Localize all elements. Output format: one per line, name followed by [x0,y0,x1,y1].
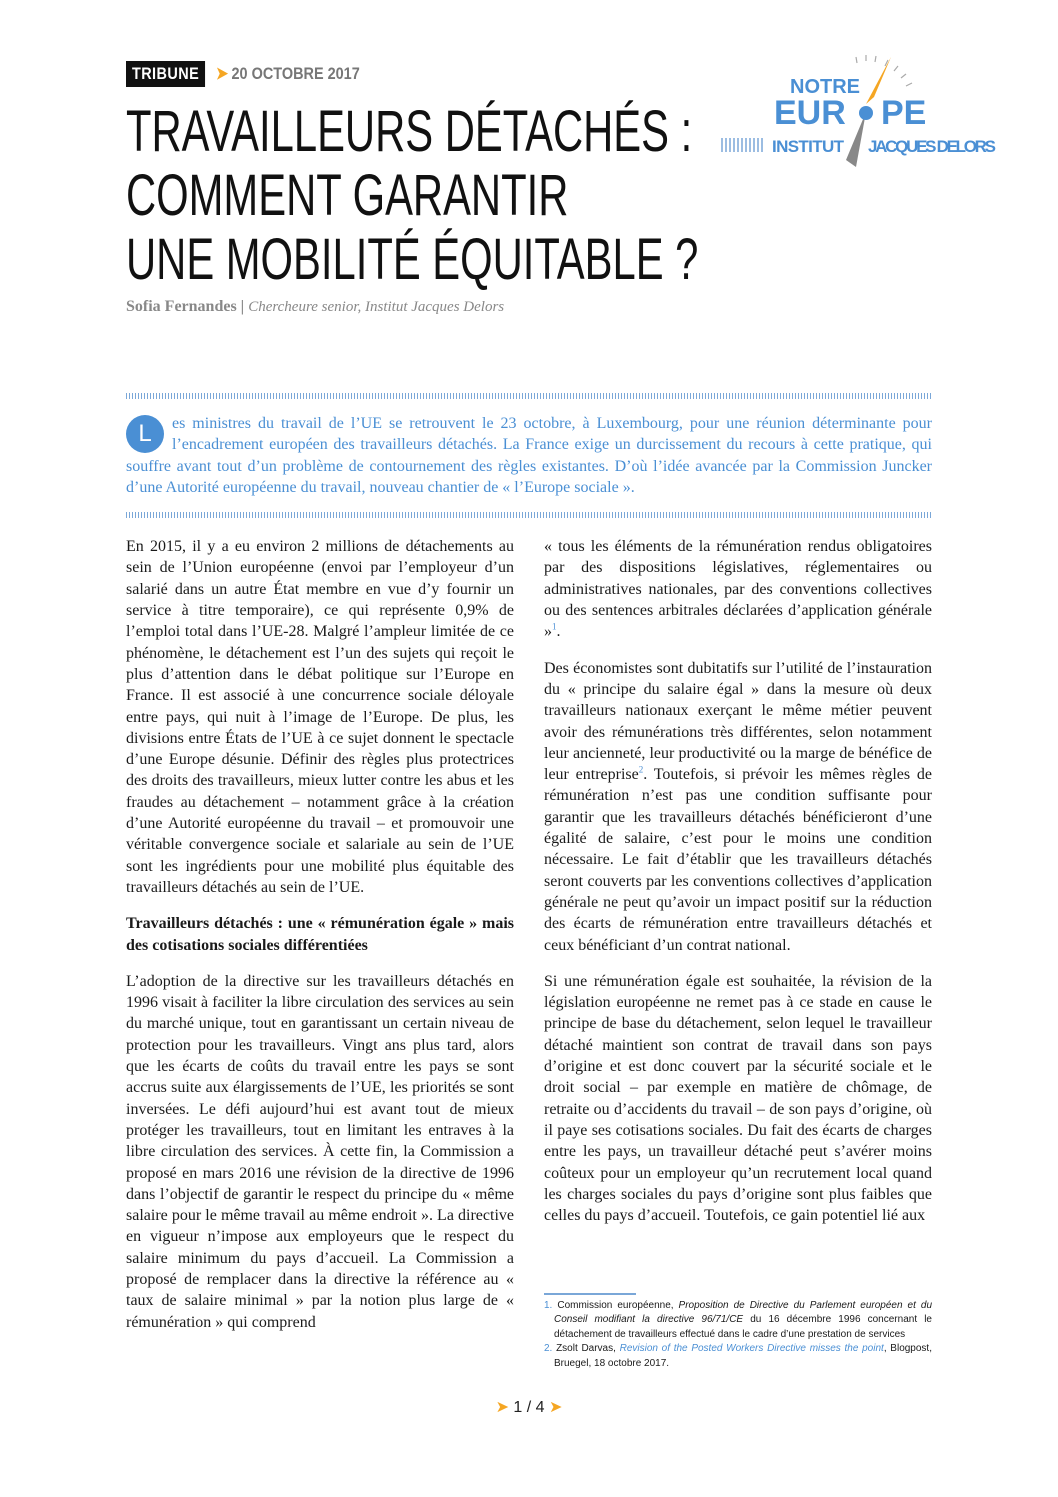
title-line: COMMENT GARANTIR [126,163,569,228]
footnote-number: 2. [544,1343,553,1355]
separator: | [240,298,245,315]
divider [126,512,932,518]
paragraph: Si une rémunération égale est souhaitée, la révision de la législation européenne ne remet pas à ce stade en cause le principe de base du détachement, selon lequel le travailleur détaché maintient son contrat de travail dans son pays d’origine et est donc couvert par la sécurité sociale et le droit social – par exemple en matière de chômage, de retraite ou d’accidents du travail – de son pays d’origine, où il paye ses cotisations sociales. Du fait des écarts de charges entre les pays, un travailleur détaché peut s’avérer moins coûteux pour un employeur qu’un recrutement local quand les charges sociales du pays d’origine sont plus faibles que celles du pays d’accueil. Toutefois, ce gain potentiel lié aux [544,972,932,1225]
dropcap: L [126,415,164,453]
text: . Toutefois, si prévoir les mêmes règles de rémunération n’est pas une condition suffisante pour garantir que les travailleurs détachés bénéficieront d’une égalité de salaire, c’est pour le moins une condition nécessaire. Le fait d’établir que les travailleurs détachés seront couverts par les conventions collectives d’application générale ne peut qu’avoir un impact positif sur la réduction des écarts de rémunération entre travailleurs détachés et ceux bénéficiant d’un contrat national. [544,766,933,954]
tribune-tag: TRIBUNE [126,61,205,87]
title-line: TRAVAILLEURS DÉTACHÉS : [126,99,693,164]
text: Des économistes sont dubitatifs sur l’utilité de l’instauration du « principe du salaire égal » dans la mesure où deux travailleurs nationaux exerçant le même métier peuvent avoir des rémunérations très différentes, selon notamment leur ancienneté, leur productivité ou la marge de bénéfice de leur entreprise [544,659,932,784]
text: Commission européenne, [557,1299,679,1311]
intro-text: es ministres du travail de l’UE se retrouvent le 23 octobre, à Luxembourg, pour une réunion déterminante pour l’encadrement européen des travailleurs détachés. La France exige un durcissement du recours à cette pratique, qui souffre avant tout d’un problème de contournement des règles existantes. D’où l’idée avancée par la Commission Juncker d’une Autorité européenne du travail, nouveau chantier de « l’Europe sociale ». [126,415,932,496]
svg-text:PE: PE [881,94,927,132]
notre-europe-logo [716,52,1006,172]
paragraph: En 2015, il y a eu environ 2 millions de détachements au sein de l’Union européenne (envoi par l’employeur d’un salarié dans un autre État membre en vue d’y fournir un service à titre temporaire), ce qui représente 0,9% de l’emploi total dans l’UE-28. Malgré l’ampleur limitée de ce phénomène, le détachement est l’un des sujets qui reçoit le plus d’attention dans le débat politique sur l’Europe en France. Il est associé à une concurrence sociale déloyale entre pays, qui nuit à l’image de l’Europe. De plus, les divisions entre États de l’UE à ce sujet donnent le spectacle d’une Europe désunie. Définir des règles plus protectrices des droits des travailleurs, mieux lutter contre les abus et les fraudes au détachement – notamment grâce à la création d’une Autorité européenne du travail – et promouvoir une véritable convergence sociale et salariale au sein de l’UE sont les ingrédients pour une mobilité plus équitable des travailleurs détachés au sein de l’UE. [126,538,514,896]
footnote-link[interactable]: Revision of the Posted Workers Directive misses the point [619,1343,884,1355]
section-heading: Travailleurs détachés : une « rémunération égale » mais des cotisations sociales différentiées [126,915,514,954]
paragraph: L’adoption de la directive sur les travailleurs détachés en 1996 visait à faciliter la libre circulation des services au sein du marché unique, tout en garantissant un certain niveau de protection pour les travailleurs. Vingt ans plus tard, alors que les écarts de coûts du travail entre les pays se sont accrus suite aux élargissements de l’UE, les priorités se sont inversées. Le défi aujourd’hui est avant tout de mieux protéger les travailleurs, tout en limitant les entraves à la libre circulation des services. À cette fin, la Commission a proposé en mars 2016 une révision de la directive de 1996 dans l’objectif de garantir le respect du principe du « même salaire pour le même travail au même endroit ». La directive en vigueur n’impose aux employeurs que le respect du salaire minimum du pays d’accueil. La Commission a proposé de remplacer dans la directive la référence au « taux de salaire minimal » par la notion plus large de « rémunération » qui comprend [126,972,514,1331]
arrow-right-icon: ➤ [549,1399,563,1417]
text: du 16 décembre 1996 concernant le détachement de travailleurs effectué dans le cadre d’une prestation de services [554,1314,932,1340]
footnote-number: 1. [544,1299,553,1311]
article-body [126,393,932,1447]
byline [126,298,504,316]
footnote-ref[interactable]: 1 [552,622,557,633]
text: Zsolt Darvas, [556,1343,620,1355]
footnotes [544,1299,932,1372]
arrow-left-icon: ➤ [495,1399,509,1417]
text: , Blogpost, Bruegel, 18 octobre 2017. [554,1343,932,1369]
footnote-divider [544,1293,636,1295]
date-text: 20 OCTOBRE 2017 [231,64,360,83]
title-line: UNE MOBILITÉ ÉQUITABLE ? [126,227,699,292]
author-name: Sofia Fernandes [126,298,237,315]
footnote [544,1342,932,1371]
left-column [126,536,514,1371]
arrow-icon: ➤ [216,64,229,83]
footnote [544,1299,932,1343]
svg-text:NOTRE: NOTRE [790,76,860,98]
page-number [126,1397,932,1447]
paragraph [544,658,932,956]
author-role: Chercheure senior, Institut Jacques Delors [248,299,505,315]
page-title [126,100,698,292]
svg-text:JACQUES DELORS: JACQUES DELORS [868,137,996,156]
text: Proposition de Directive du Parlement européen et du Conseil modifiant la directive 96/71/CE [554,1299,933,1326]
footnote-ref[interactable]: 2 [638,764,644,775]
publication-date [216,64,360,84]
right-column [544,536,932,1371]
intro-paragraph [126,413,932,498]
svg-text:EUR: EUR [774,94,846,132]
text: « tous les éléments de la rémunération rendus obligatoires par des dispositions législatives, réglementaires ou administratives nationales, par des conventions collectives ou des sentences arbitrales déclarées d’application générale » [544,538,932,641]
columns [126,536,932,1371]
svg-text:INSTITUT: INSTITUT [772,137,844,156]
page-number-text: 1 / 4 [513,1399,545,1417]
text: . [556,623,561,641]
divider [126,393,932,399]
paragraph [544,536,932,642]
